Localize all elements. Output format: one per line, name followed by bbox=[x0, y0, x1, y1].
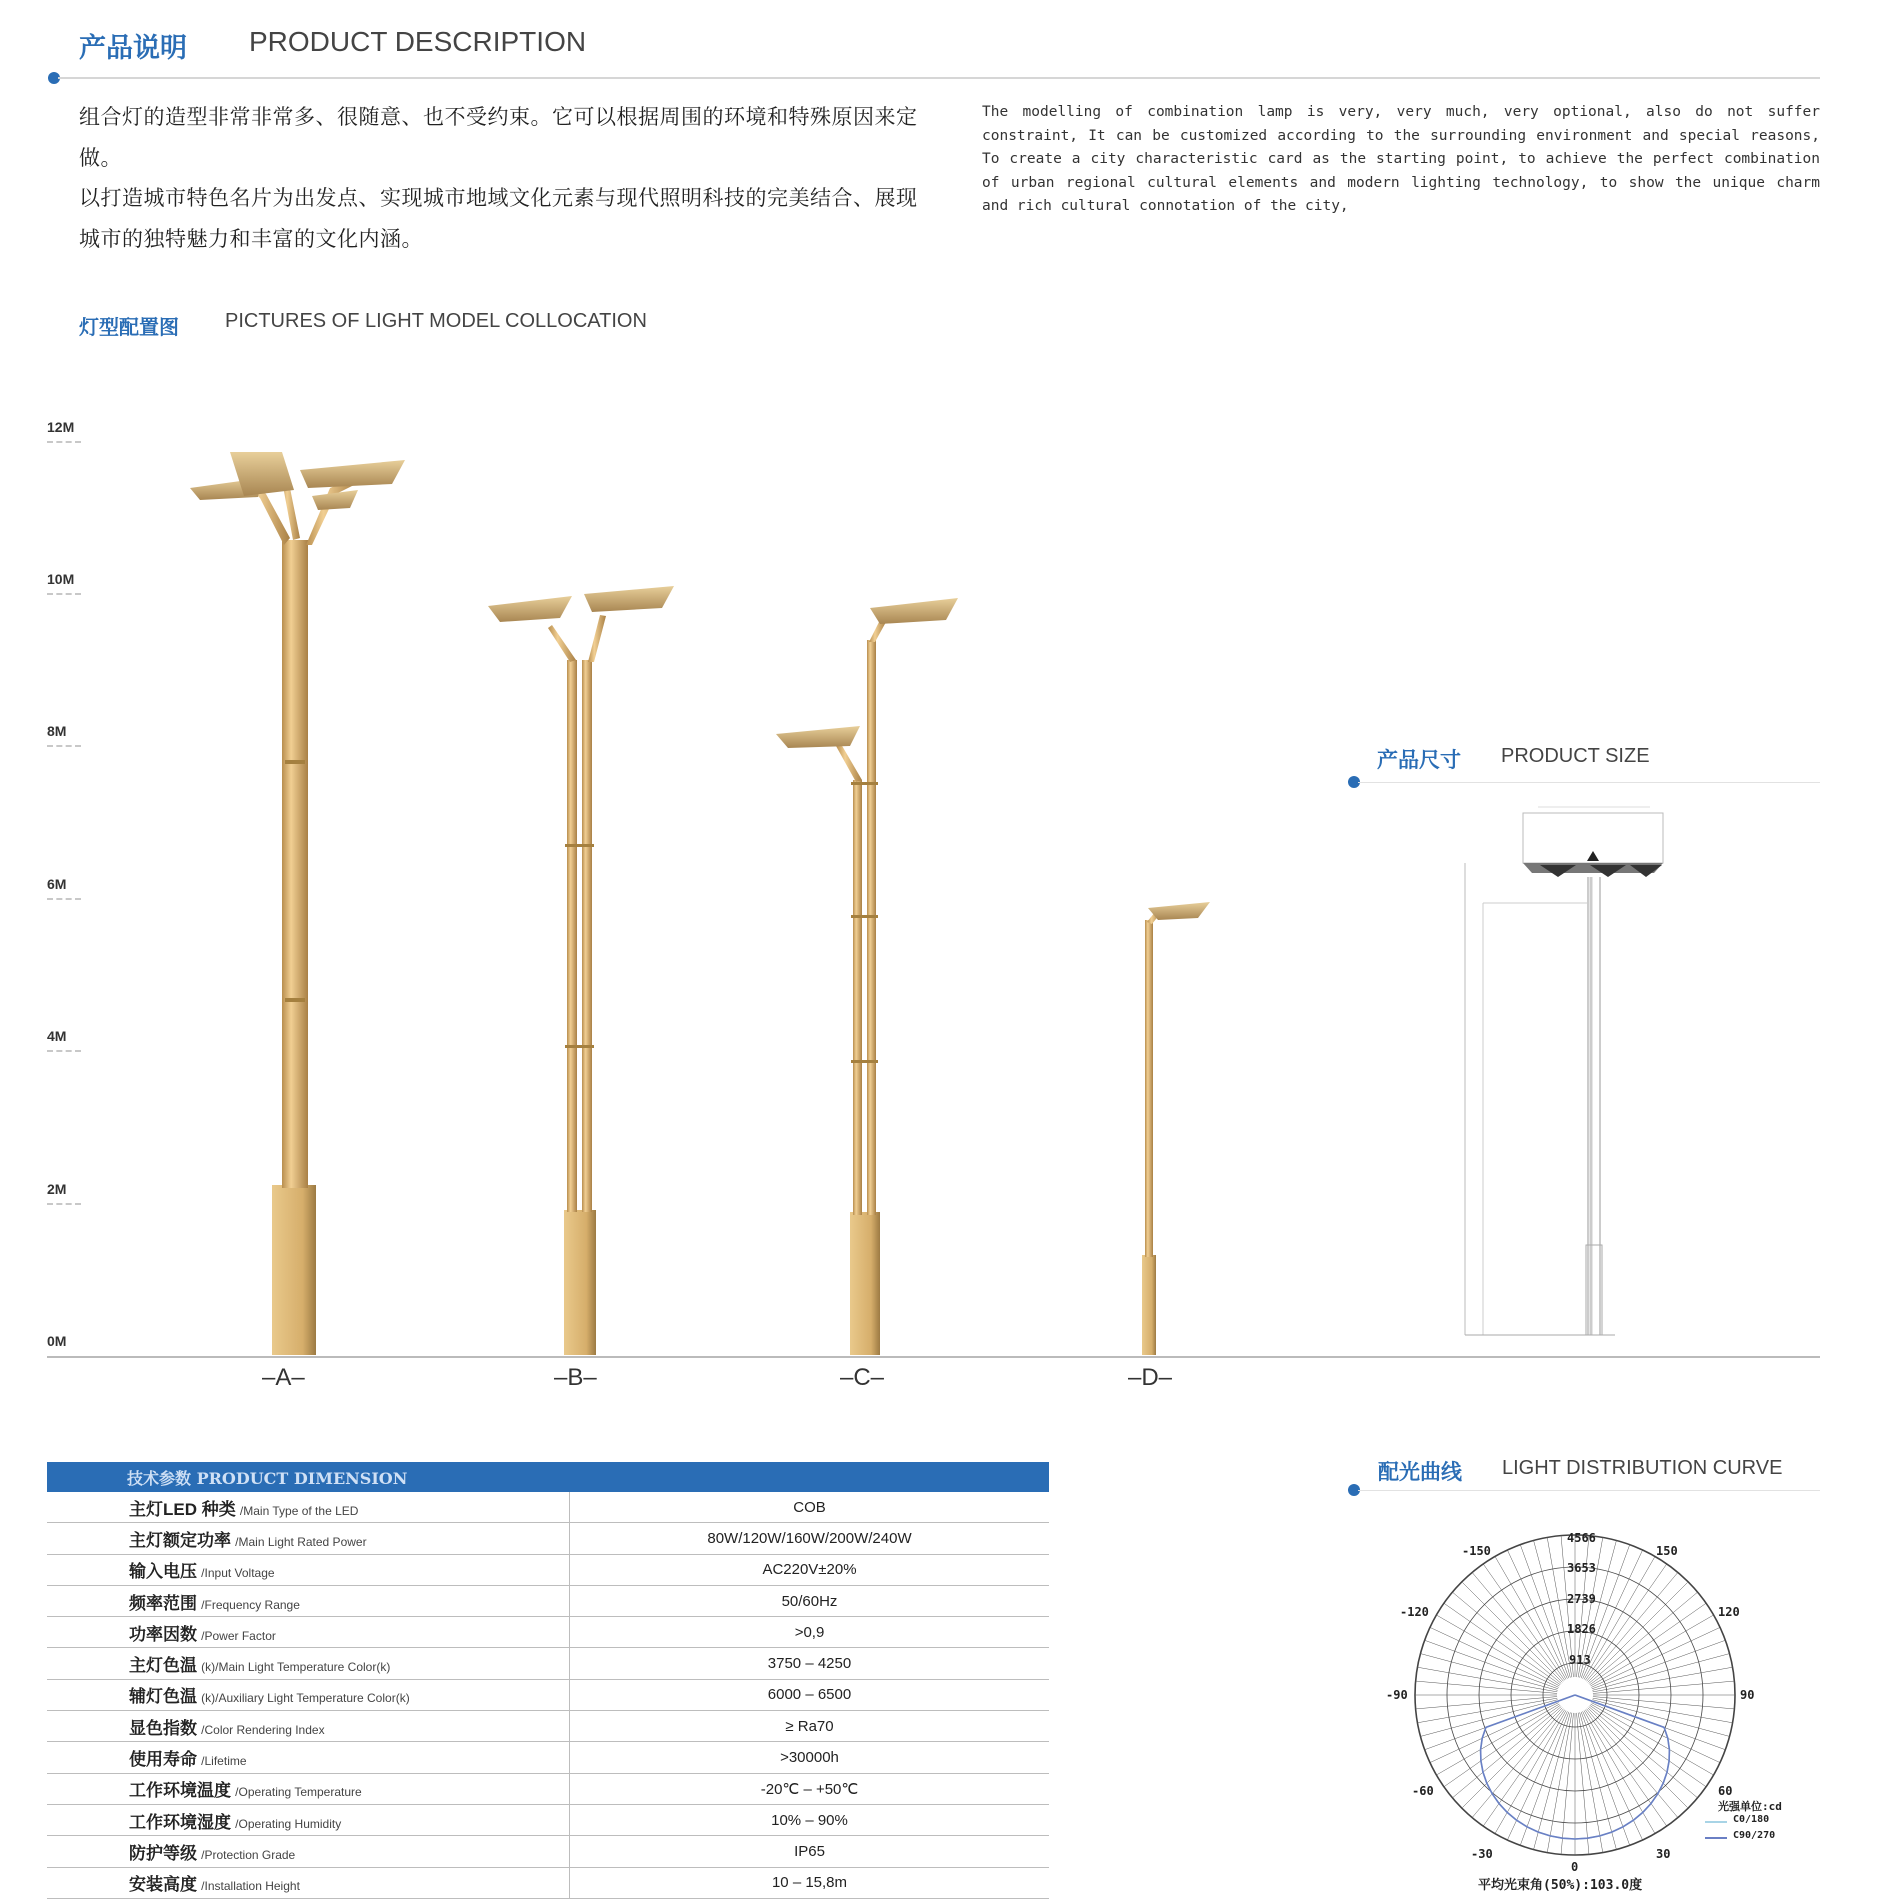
y-tick-6m: 6M bbox=[47, 876, 81, 900]
polar-spoke bbox=[1587, 1709, 1678, 1818]
model-label-b: –B– bbox=[554, 1364, 597, 1391]
polar-spoke bbox=[1585, 1564, 1666, 1680]
polar-spoke bbox=[1430, 1703, 1559, 1763]
polar-spoke bbox=[1417, 1698, 1557, 1723]
y-tick-0m: 0M bbox=[47, 1333, 67, 1349]
polar-spoke bbox=[1591, 1703, 1720, 1763]
polar-spoke bbox=[1593, 1681, 1734, 1693]
polar-spoke bbox=[1472, 1709, 1563, 1818]
spec-row: 主灯色温 (k)/Main Light Temperature Color(k) 3750 – 4250 bbox=[47, 1648, 1049, 1679]
polar-spoke bbox=[1589, 1592, 1698, 1683]
spec-row: 工作环境温度 /Operating Temperature -20℃ – +50℃ bbox=[47, 1773, 1049, 1804]
polar-spoke bbox=[1430, 1627, 1559, 1687]
polar-spoke bbox=[1452, 1592, 1561, 1683]
polar-spoke bbox=[1588, 1708, 1688, 1808]
y-tick-2m: 2M bbox=[47, 1181, 81, 1205]
y-tick-4m: 4M bbox=[47, 1028, 81, 1052]
angle-label: 0 bbox=[1571, 1860, 1579, 1874]
polar-spoke bbox=[1417, 1667, 1557, 1692]
y-tick-10m: 10M bbox=[47, 571, 81, 595]
curve-title-en: LIGHT DISTRIBUTION CURVE bbox=[1502, 1457, 1783, 1479]
model-d-lamp bbox=[1142, 902, 1210, 1355]
polar-spoke bbox=[1472, 1572, 1563, 1681]
polar-spoke bbox=[1593, 1698, 1733, 1723]
angle-label: 30 bbox=[1656, 1847, 1671, 1861]
spec-row: 输入电压 /Input Voltage AC220V±20% bbox=[47, 1554, 1049, 1585]
polar-spoke bbox=[1483, 1564, 1564, 1680]
legend-label: C0/180 bbox=[1733, 1814, 1770, 1825]
description-en-paragraph: The modelling of combination lamp is very, very much, very optional, also do not suffer constraint, It can be customized according to the surrounding environment and special reasons, To create a city characteristic card as the starting point, to achieve the perfect combination of urban regional cultural elements and modern lighting technology, to show the unique charm and rich cultural connotation of the city, bbox=[982, 104, 1820, 214]
spec-row: 频率范围 /Frequency Range 50/60Hz bbox=[47, 1585, 1049, 1616]
legend-label: C90/270 bbox=[1733, 1830, 1776, 1841]
angle-label: 90 bbox=[1740, 1688, 1755, 1702]
angle-label: 60 bbox=[1718, 1784, 1733, 1798]
spec-row: 显色指数 /Color Rendering Index ≥ Ra70 bbox=[47, 1711, 1049, 1742]
angle-label: -30 bbox=[1471, 1847, 1493, 1861]
angle-label: -60 bbox=[1412, 1784, 1434, 1798]
polar-spoke bbox=[1420, 1654, 1557, 1691]
spec-row: 功率因数 /Power Factor >0,9 bbox=[47, 1617, 1049, 1648]
polar-spoke bbox=[1420, 1700, 1557, 1737]
polar-spoke bbox=[1416, 1697, 1557, 1709]
y-tick-8m: 8M bbox=[47, 723, 81, 747]
ring-label: 4566 bbox=[1567, 1531, 1596, 1545]
polar-spoke bbox=[1462, 1708, 1562, 1808]
polar-spoke bbox=[1534, 1540, 1571, 1677]
y-tick-12m: 12M bbox=[47, 419, 81, 443]
beam-angle-caption: 平均光束角(50%):103.0度 bbox=[1478, 1878, 1643, 1893]
spec-row: 工作环境湿度 /Operating Humidity 10% – 90% bbox=[47, 1804, 1049, 1835]
polar-spoke bbox=[1590, 1603, 1706, 1684]
light-distribution-polar-chart bbox=[1400, 1525, 1750, 1875]
ring-label: 3653 bbox=[1567, 1561, 1596, 1575]
model-label-c: –C– bbox=[840, 1364, 885, 1391]
polar-spoke bbox=[1462, 1582, 1562, 1682]
product-size-drawing bbox=[1440, 805, 1700, 1340]
spec-row: 主灯额定功率 /Main Light Rated Power 80W/120W/160W/200W/240W bbox=[47, 1523, 1049, 1554]
collocation-title-cn: 灯型配置图 bbox=[79, 315, 179, 339]
polar-spoke bbox=[1507, 1550, 1567, 1679]
spec-row: 使用寿命 /Lifetime >30000h bbox=[47, 1742, 1049, 1773]
model-a-lamp bbox=[190, 452, 405, 1355]
polar-spoke bbox=[1593, 1697, 1734, 1709]
polar-spoke bbox=[1591, 1627, 1720, 1687]
model-label-d: –D– bbox=[1128, 1364, 1173, 1391]
size-title-cn: 产品尺寸 bbox=[1377, 747, 1461, 772]
ring-label: 1826 bbox=[1567, 1622, 1596, 1636]
model-b-lamp bbox=[488, 586, 674, 1355]
polar-spoke bbox=[1580, 1712, 1617, 1849]
legend-swatch-c90 bbox=[1705, 1837, 1727, 1839]
size-divider bbox=[1358, 782, 1820, 783]
description-cn-paragraph-2: 以打造城市特色名片为出发点、实现城市地域文化元素与现代照明科技的完美结合、展现城市的独特魅力和丰富的文化内涵。 bbox=[79, 186, 918, 251]
model-label-a: –A– bbox=[262, 1364, 305, 1391]
spec-row: 安装高度 /Installation Height 10 – 15,8m bbox=[47, 1867, 1049, 1898]
polar-spoke bbox=[1444, 1603, 1560, 1684]
spec-row: 主灯LED 种类 /Main Type of the LED COB bbox=[47, 1492, 1049, 1523]
polar-spoke bbox=[1577, 1713, 1589, 1854]
polar-spoke bbox=[1585, 1710, 1666, 1826]
polar-spoke bbox=[1547, 1713, 1572, 1853]
polar-spoke bbox=[1587, 1572, 1678, 1681]
size-title-en: PRODUCT SIZE bbox=[1501, 745, 1650, 767]
polar-spoke bbox=[1588, 1582, 1688, 1682]
legend-swatch-c0 bbox=[1705, 1821, 1727, 1823]
polar-spoke bbox=[1561, 1713, 1573, 1854]
description-cn-paragraph-1: 组合灯的造型非常非常多、很随意、也不受约束。它可以根据周围的环境和特殊原因来定做。 bbox=[79, 105, 918, 170]
ring-label: 2739 bbox=[1567, 1592, 1596, 1606]
spec-table-header bbox=[47, 1462, 1049, 1492]
spec-table-title: 技术参数 PRODUCT DIMENSION bbox=[47, 1462, 570, 1492]
section-title-en: PRODUCT DESCRIPTION bbox=[249, 26, 587, 57]
curve-divider bbox=[1358, 1490, 1820, 1491]
section-title-cn: 产品说明 bbox=[79, 33, 187, 64]
polar-spoke bbox=[1592, 1654, 1729, 1691]
polar-spoke bbox=[1444, 1705, 1560, 1786]
angle-label: -90 bbox=[1386, 1688, 1408, 1702]
spec-row: 防护等级 /Protection Grade IP65 bbox=[47, 1836, 1049, 1867]
polar-spoke bbox=[1483, 1710, 1564, 1826]
ring-label: 913 bbox=[1569, 1653, 1591, 1667]
spec-row: 辅灯色温 (k)/Auxiliary Light Temperature Color(k) 6000 – 6500 bbox=[47, 1679, 1049, 1710]
polar-spoke bbox=[1534, 1712, 1571, 1849]
spec-table bbox=[47, 1462, 1049, 1899]
angle-label: 150 bbox=[1656, 1544, 1678, 1558]
collocation-title-en: PICTURES OF LIGHT MODEL COLLOCATION bbox=[225, 310, 647, 332]
polar-spoke bbox=[1592, 1700, 1729, 1737]
curve-title-cn: 配光曲线 bbox=[1378, 1459, 1462, 1484]
polar-spoke bbox=[1590, 1705, 1706, 1786]
angle-label: 120 bbox=[1718, 1605, 1740, 1619]
polar-spoke bbox=[1593, 1667, 1733, 1692]
polar-spoke bbox=[1578, 1713, 1603, 1853]
angle-label: -120 bbox=[1400, 1605, 1429, 1619]
angle-label: -150 bbox=[1462, 1544, 1491, 1558]
polar-spoke bbox=[1416, 1681, 1557, 1693]
legend-title: 光强单位:cd bbox=[1718, 1800, 1782, 1813]
model-c-lamp bbox=[776, 598, 958, 1355]
